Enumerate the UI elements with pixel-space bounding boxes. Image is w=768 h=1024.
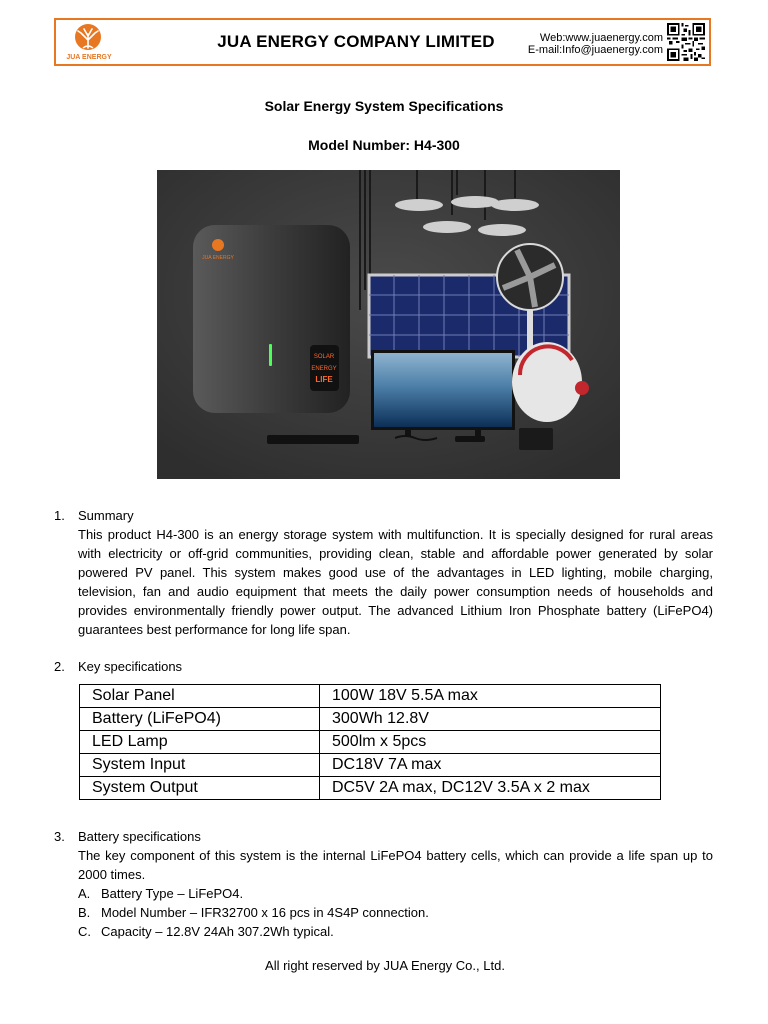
list-text: Capacity – 12.8V 24Ah 307.2Wh typical. [101, 924, 334, 939]
battery-list [78, 884, 429, 941]
doc-title: Solar Energy System Specifications [264, 98, 504, 114]
list-marker: A. [78, 886, 91, 901]
table-row [80, 754, 661, 777]
table-row [80, 708, 661, 731]
spec-value: 300Wh 12.8V [320, 708, 661, 731]
summary-heading [54, 506, 134, 525]
spec-label: Solar Panel [80, 685, 320, 708]
section-number: 3. [54, 829, 65, 844]
radio [519, 428, 553, 450]
section-title: Summary [78, 508, 134, 523]
summary-text: This product H4-300 is an energy storage system with multifunction. It is specially designed for rural areas with electricity or off-grid communities, providing clean, stable and affordable power generated by solar powered PV panel. This system makes good use of the advantages in LED lighting, mobile charging, television, fan and audio equipment that meets the daily power consumption needs of households and provides environmentally friendly power output. The advanced Lithium Iron Phosphate battery (LiFePO4) guarantees best performance for long life span. [78, 527, 713, 637]
qr-code-icon [667, 23, 705, 61]
table-row [80, 731, 661, 754]
spec-value: 500lm x 5pcs [320, 731, 661, 754]
section-number: 2. [54, 659, 65, 674]
battery-text: The key component of this system is the internal LiFePO4 battery cells, which can provide a life span up to 2000 times. [78, 848, 713, 882]
torch [455, 436, 485, 442]
spec-label: System Output [80, 777, 320, 800]
company-name: JUA ENERGY COMPANY LIMITED [217, 32, 495, 51]
product-photo [157, 170, 620, 479]
list-item [78, 884, 429, 903]
key-specs-heading [54, 657, 183, 676]
logo-text: JUA ENERGY [66, 54, 112, 61]
email-address: E-mail:Info@juaenergy.com [527, 44, 663, 56]
list-item [78, 903, 429, 922]
list-text: Battery Type – LiFePO4. [101, 886, 244, 901]
cabinet-brand: JUA ENERGY [202, 255, 234, 261]
table-row [80, 685, 661, 708]
section-title: Key specifications [78, 659, 183, 674]
section-number: 1. [54, 508, 65, 523]
television [371, 350, 515, 436]
list-item [78, 922, 429, 941]
product-illustration [157, 170, 620, 479]
list-text: Model Number – IFR32700 x 16 pcs in 4S4P connection. [101, 905, 429, 920]
table-row [80, 777, 661, 800]
section-title: Battery specifications [78, 829, 201, 844]
cabinet-panel-line-2: ENERGY [311, 366, 337, 372]
spec-value: DC5V 2A max, DC12V 3.5A x 2 max [320, 777, 661, 800]
battery-heading [54, 827, 201, 846]
list-marker: C. [78, 924, 91, 939]
model-number: Model Number: H4-300 [308, 137, 460, 153]
key-specs-table [79, 684, 661, 800]
remote [267, 435, 359, 444]
spec-value: DC18V 7A max [320, 754, 661, 777]
footer: All right reserved by JUA Energy Co., Ltd. [265, 958, 505, 973]
spec-label: LED Lamp [80, 731, 320, 754]
spec-label: Battery (LiFePO4) [80, 708, 320, 731]
spec-value: 100W 18V 5.5A max [320, 685, 661, 708]
spec-label: System Input [80, 754, 320, 777]
letterhead [54, 18, 711, 66]
contact-info [528, 32, 663, 56]
web-address: Web:www.juaenergy.com [539, 32, 663, 44]
list-marker: B. [78, 905, 91, 920]
cabinet-panel-line-1: SOLAR [313, 354, 335, 360]
cabinet-panel-line-3: LIFE [315, 375, 333, 384]
